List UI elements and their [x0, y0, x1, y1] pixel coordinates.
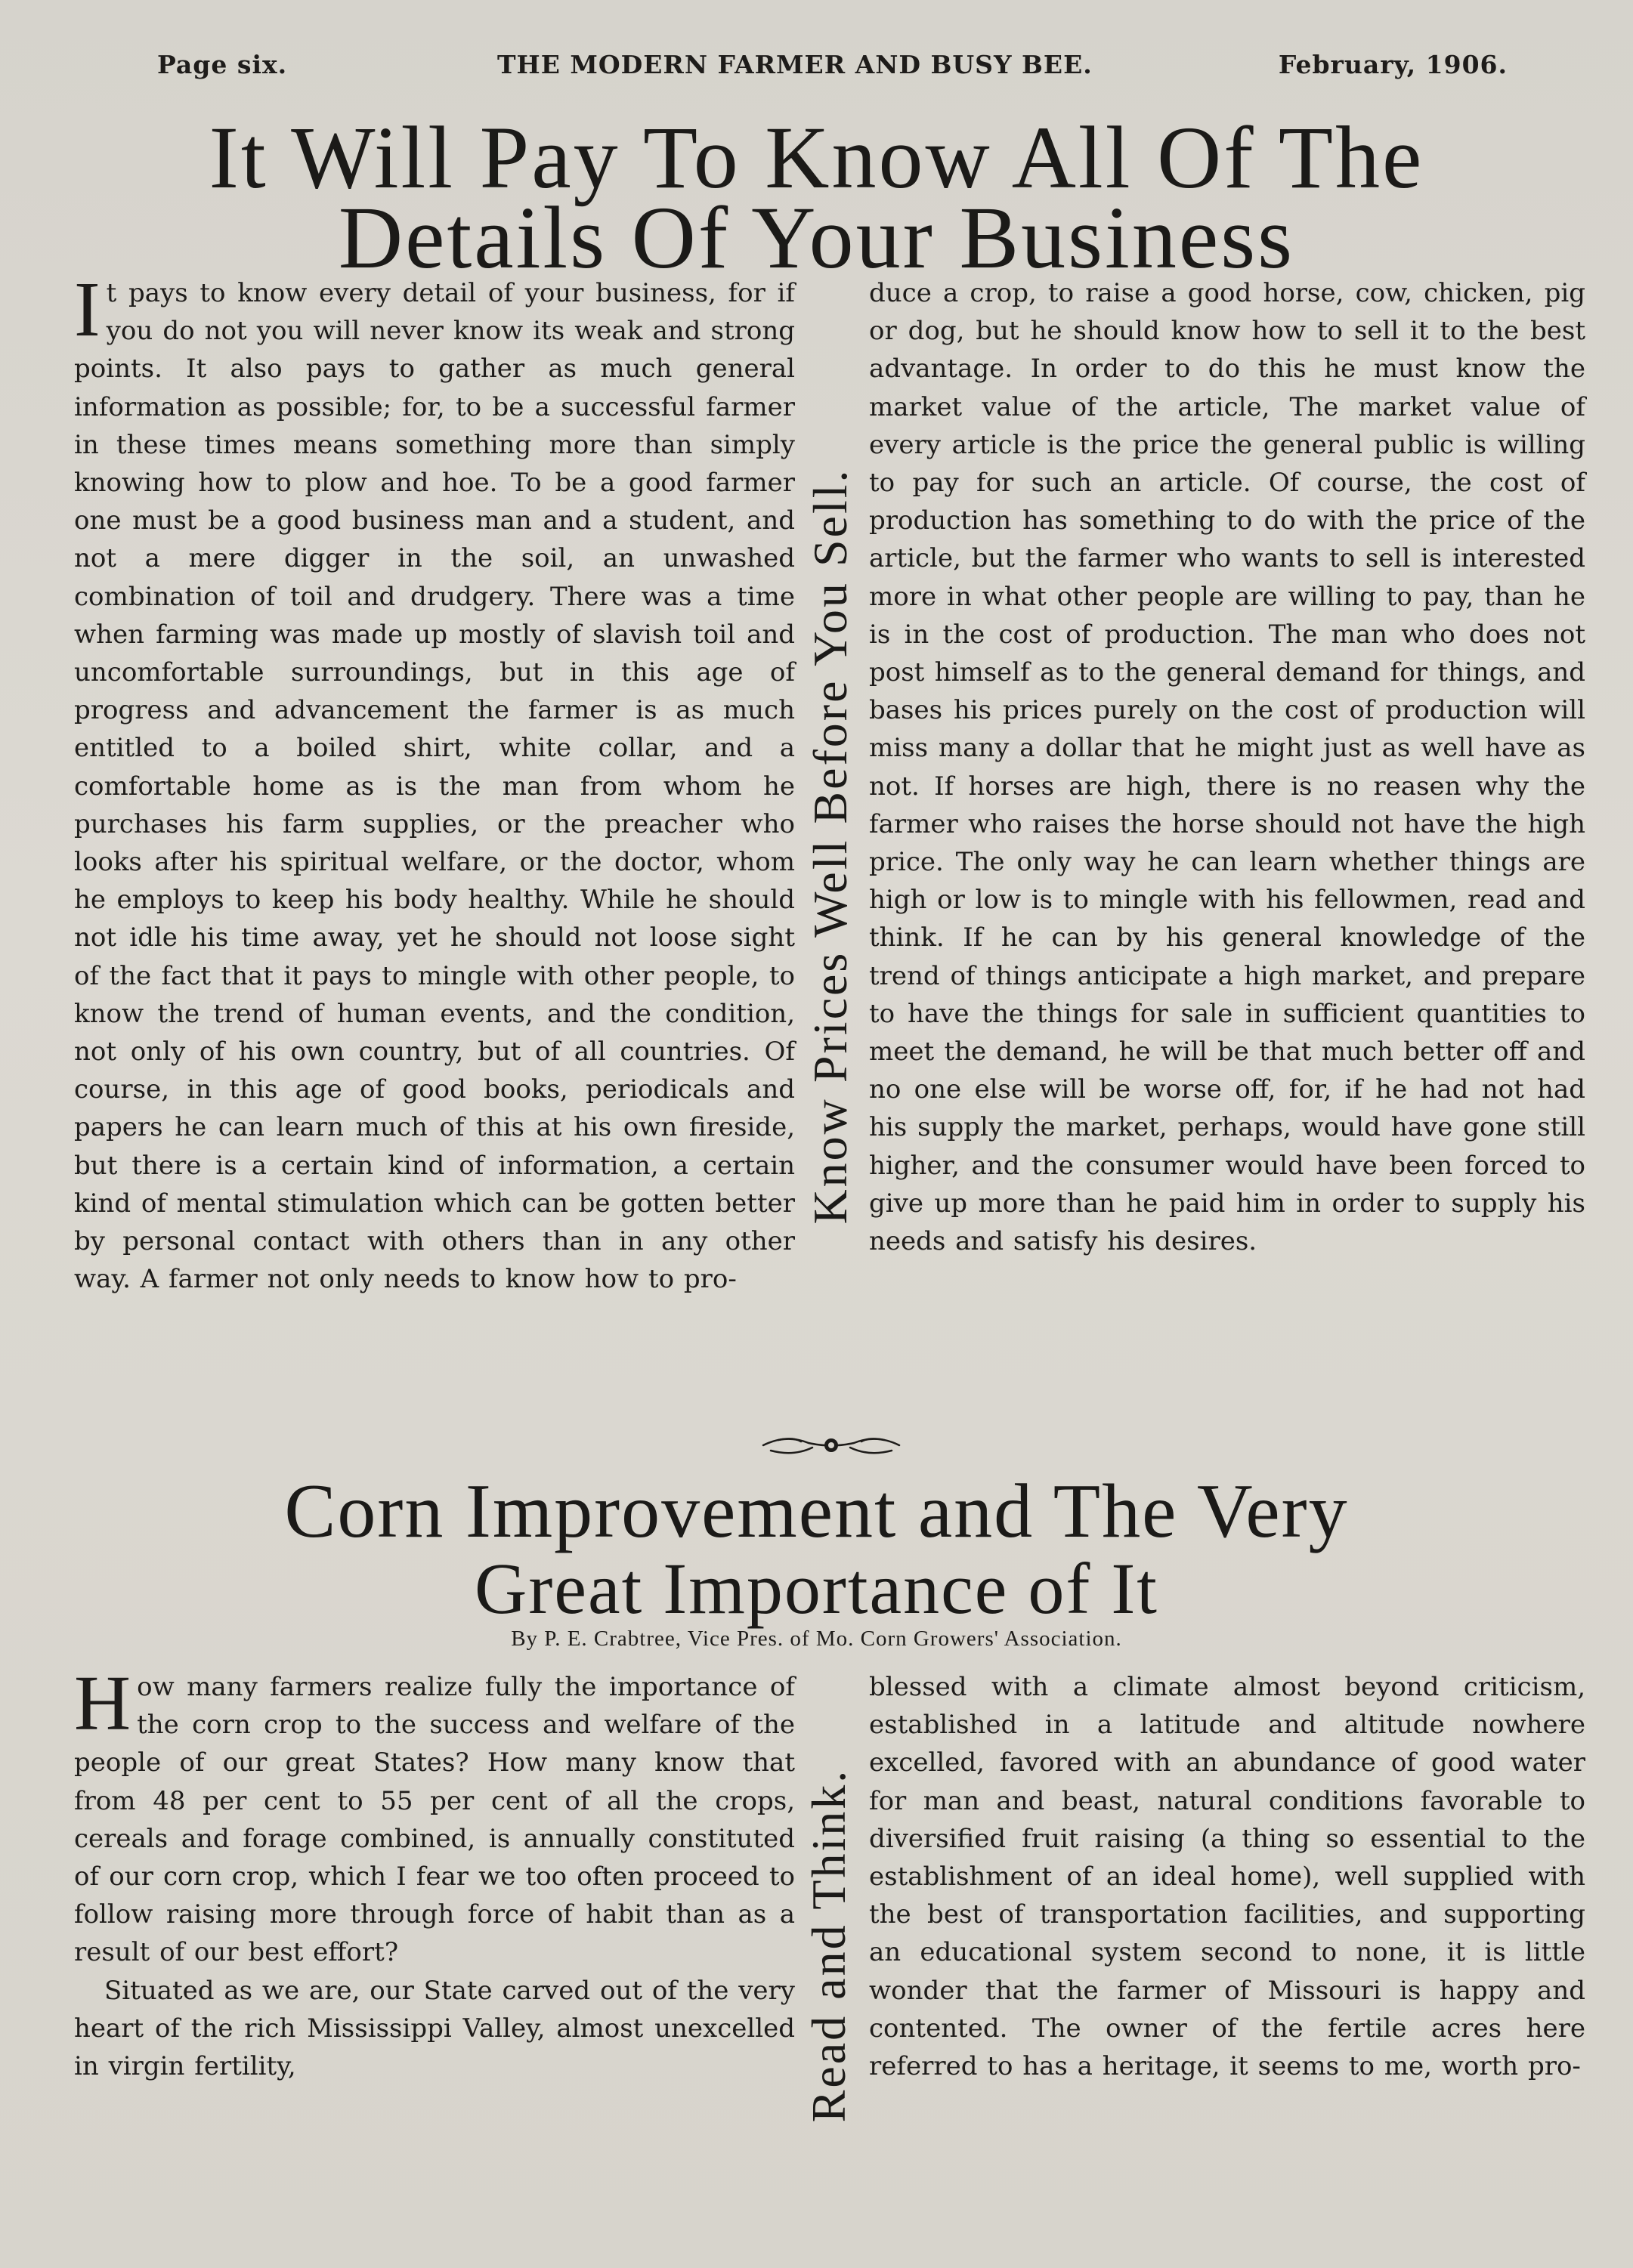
article1-headline-line1: It Will Pay To Know All Of The — [209, 108, 1424, 207]
article2-headline-line1: Corn Improvement and The Very — [284, 1469, 1349, 1554]
article2-vertical-sidebar: Read and Think. — [802, 1768, 855, 2123]
article2-headline-line2: Great Importance of It — [475, 1548, 1158, 1629]
flourish-ornament-icon — [756, 1426, 907, 1464]
article2-right-text: blessed with a climate almost beyond criticism, established in a latitude and altitude nowhere excelled, favored with an abundance of good water for man and beast, natural conditions favorable to diversified fruit raising (a thing so essential to the establishment of an ideal home), well supplied with the best of transportation facilities, and supporting an educational system second to none, it is little wonder that the farmer of Missouri is happy and contented. The owner of the fertile acres here referred to has a heritage, it seems to me, worth pro- — [869, 1672, 1585, 2082]
article2-left-text-1: ow many farmers realize fully the importance of the corn crop to the success and welfare of the people of our great States? How many know that from 48 per cent to 55 per cent of all the crops, cereals and forage combined, is annually constituted of our corn crop, which I fear we too often proceed to follow raising more through force of habit than as a result of our best effort? — [74, 1672, 795, 1968]
article1-dropcap: I — [74, 266, 101, 353]
running-head — [157, 50, 1508, 88]
article1-paragraph — [74, 266, 795, 1298]
publication-title: THE MODERN FARMER AND BUSY BEE. — [497, 50, 1093, 79]
article1-right-text: duce a crop, to raise a good horse, cow, chicken, pig or dog, but he should know how to sell it to the best advantage. In order to do this he must know the market value of the article, The market value of every article is the price the general public is willing to pay for such an article. Of course, the cost of production has something to do with the price of the article, but the farmer who wants to sell is interested more in what other people are willing to pay, than he is in the cost of production. The man who does not post himself as to the general demand for things, and bases his prices purely on the cost of production will miss many a dollar that he might just as well have as not. If horses are high, there is no reasen why the farmer who raises the horse should not have the high price. The only way he can learn whether things are high or low is to mingle with his fellowmen, read and think. If he can by his general knowledge of the trend of things anticipate a high market, and prepare to have the things for sale in sufficient quantities to meet the demand, he will be that much better off and no one else will be worse off, for, if he had not had his supply the market, perhaps, would have gone still higher, and the consumer would have been forced to give up more than he paid him in order to supply his needs and satisfy his desires. — [869, 278, 1585, 1257]
article2-byline: By P. E. Crabtree, Vice Pres. of Mo. Corn Growers' Association. — [511, 1627, 1122, 1651]
article2-paragraph — [74, 1660, 795, 1972]
article2-dropcap: H — [74, 1660, 131, 1747]
article1-headline-line2: Details Of Your Business — [338, 188, 1295, 287]
article1-left-text: t pays to know every detail of your business, for if you do not you will never know its weak and strong points. It also pays to gather as much general information as possible; for, to be a successful farmer in these times means something more than simply knowing how to plow and hoe. To be a good farmer one must be a good business man and a student, and not a mere digger in the soil, an unwashed combination of toil and drudgery. There was a time when farming was made up mostly of slavish toil and uncomfortable surroundings, but in this age of progress and advancement the farmer is as much entitled to a boiled shirt, white collar, and a comfortable home as is the man from whom he purchases his farm supplies, or the preacher who looks after his spiritual welfare, or the doctor, whom he employs to keep his body healthy. While he should not idle his time away, yet he should not loose sight of the fact that it pays to mingle with other people, to know the trend of human events, and the condition, not only of his own country, but of all countries. Of course, in this age of good books, periodicals and papers he can learn much of this at his own fireside, but there is a certain kind of information, a certain kind of mental stimulation which can be gotten better by personal contact with others than in any other way. A farmer not only needs to know how to pro- — [74, 278, 795, 1295]
article1-right-column — [869, 274, 1585, 1260]
issue-date: February, 1906. — [1278, 50, 1508, 79]
article1-vertical-sidebar: Know Prices Well Before You Sell. — [803, 468, 857, 1225]
article2-right-column — [869, 1668, 1585, 2085]
page-number: Page six. — [157, 50, 288, 79]
article2-left-text-2: Situated as we are, our State carved out of the very heart of the rich Mississippi Valley, almost unexcelled in virgin fertility, — [74, 1975, 795, 2082]
article2-left-column — [74, 1660, 795, 2085]
article1-left-column — [74, 266, 795, 1298]
